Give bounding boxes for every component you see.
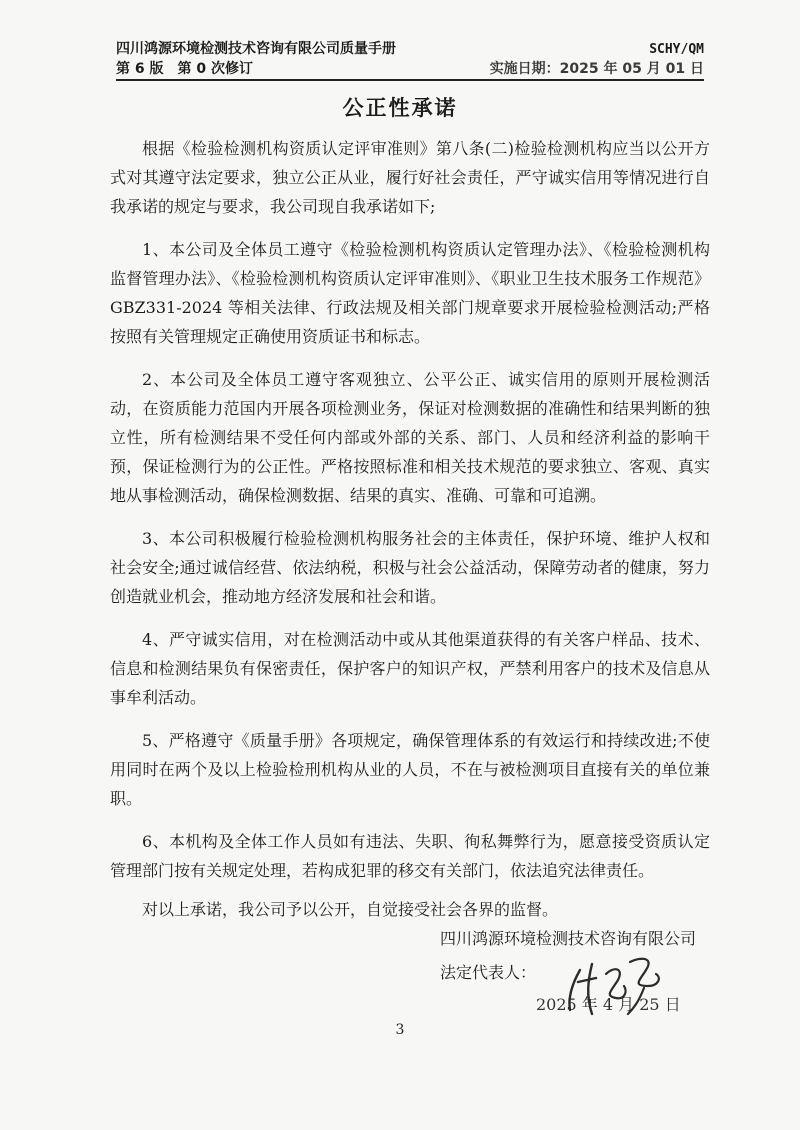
document-title: 公正性承诺 (342, 96, 458, 120)
signature-block (440, 926, 720, 1026)
signatory-company: 四川鸿源环境检测技术咨询有限公司 (440, 929, 697, 948)
paragraph-item-5: 5、严格遵守《质量手册》各项规定，确保管理体系的有效运行和持续改进;不使用同时在两个及以上检验检刑机构从业的人员，不在与被检测项目直接有关的单位兼职。 (110, 731, 710, 808)
header-divider (116, 79, 704, 81)
paragraph-item-2: 2、本公司及全体员工遵守客观独立、公平公正、诚实信用的原则开展检测活动，在资质能力范国内开展各项检测业务，保证对检测数据的准确性和结果判断的独立性，所有检测结果不受任何内部或外部的关系、部门、人员和经济利益的影响干预，保证检测行为的公正性。严格按照标准和相关技术规范的要求独立、客观、真实地从事检测活动，确保检测数据、结果的真实、准确、可靠和可追溯。 (110, 370, 710, 505)
document-body (110, 134, 710, 924)
legal-representative-label: 法定代表人： (440, 963, 537, 982)
handwritten-signature (558, 940, 678, 1020)
signature-date: 2025 年 4 月 25 日 (536, 995, 681, 1014)
closing-statement: 对以上承诺，我公司予以公开，自觉接受社会各界的监督。 (142, 900, 559, 919)
page-header (116, 38, 704, 80)
effective-date: 实施日期：2025 年 05 月 01 日 (489, 61, 704, 77)
edition-label: 第 6 版 第 0 次修订 (116, 61, 253, 77)
document-code: SCHY/QM (649, 42, 704, 57)
paragraph-item-6: 6、本机构及全体工作人员如有违法、失职、徇私舞弊行为，愿意接受资质认定管理部门按有关规定处理，若构成犯罪的移交有关部门，依法追究法律责任。 (110, 832, 710, 880)
paragraph-item-4: 4、严守诚实信用，对在检测活动中或从其他渠道获得的有关客户样品、技术、信息和检测结果负有保密责任，保护客户的知识产权，严禁利用客户的技术及信息从事牟利活动。 (110, 630, 710, 707)
paragraph-intro: 根据《检验检测机构资质认定评审准则》第八条(二)检验检测机构应当以公开方式对其遵守法定要求，独立公正从业，履行好社会责任，严守诚实信用等情况进行自我承诺的规定与要求，我公司现自我承诺如下; (110, 139, 710, 216)
manual-title: 四川鸿源环境检测技术咨询有限公司质量手册 (116, 41, 396, 57)
paragraph-item-3: 3、本公司积极履行检验检测机构服务社会的主体责任，保护环境、维护人权和社会安全;通过诚信经营、依法纳税，积极与社会公益活动，保障劳动者的健康，努力创造就业机会，推动地方经济发展和社会和谐。 (110, 529, 710, 606)
page-number: 3 (395, 1022, 405, 1038)
paragraph-item-1: 1、本公司及全体员工遵守《检验检测机构资质认定管理办法》、《检验检测机构监督管理办法》、《检验检测机构资质认定评审准则》、《职业卫生技术服务工作规范》GBZ331-2024 等相关法律、行政法规及相关部门规章要求开展检验检测活动;严格按照有关管理规定正确使用资质证书和标志。 (110, 240, 710, 346)
